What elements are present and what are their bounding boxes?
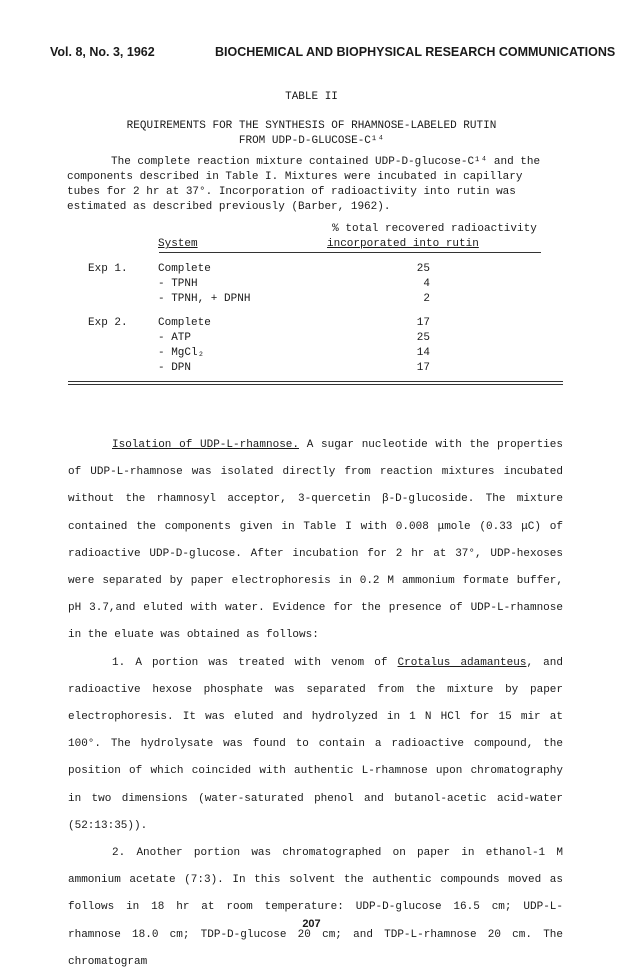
table-cell-value: 2 (423, 293, 430, 305)
data-table (0, 222, 623, 372)
column-header-percent: % total recovered radioactivity (332, 223, 537, 235)
body-text (68, 432, 563, 976)
paragraph-text: , and radioactive hexose phosphate was separated from the mixture by paper electrophoresis. It was eluted and hydrolyzed in 1 N HCl for 15 mir at 100°. The hydrolysate was found to contain a radioactive compound, the position of which coincided with authentic L-rhamnose upon chromatography in two dimensions (water-saturated phenol and butanol-acetic acid-water (52:13:35)). (68, 656, 563, 832)
section-heading: Isolation of UDP-L-rhamnose. (112, 439, 300, 451)
table-cell-value: 25 (416, 332, 430, 344)
table-cell-value: 25 (416, 263, 430, 275)
table-cell-exp: Exp 2. (88, 317, 128, 329)
table-caption (0, 119, 623, 149)
table-cell-system: - DPN (158, 362, 192, 374)
table-cell-system: Complete (158, 317, 211, 329)
table-cell-system: - ATP (158, 332, 192, 344)
table-cell-system: - TPNH (158, 278, 198, 290)
paragraph (68, 432, 563, 650)
table-caption-line2: FROM UDP-D-GLUCOSE-C¹⁴ (238, 135, 385, 147)
table-intro: The complete reaction mixture contained UDP-D-glucose-C¹⁴ and the components described in Table I. Mixtures were incubated in capillary tubes for 2 hr at 37°. Incorporation of radioactivity into rutin was estimated as described previously (Barber, 1962). (67, 156, 541, 213)
paragraph (68, 840, 563, 976)
table-cell-value: 14 (416, 347, 430, 359)
page-number: 207 (302, 918, 321, 930)
table-bottom-rule (68, 381, 563, 382)
column-header-incorporated: incorporated into rutin (327, 238, 479, 250)
table-cell-exp: Exp 1. (88, 263, 128, 275)
paragraph-text: 2. Another portion was chromatographed on paper in ethanol-1 M ammonium acetate (7:3). In this solvent the authentic compounds moved as follows in 18 hr at room temperature: UDP-D-glucose 16.5 cm; UDP-L-rhamnose 18.0 cm; TDP-D-glucose 20 cm; and TDP-L-rhamnose 20 cm. The chromatogram (68, 847, 563, 968)
species-name: Crotalus adamanteus (397, 656, 527, 669)
paragraph (68, 650, 563, 840)
table-cell-value: 17 (416, 362, 430, 374)
column-header-system: System (158, 238, 198, 250)
volume-info: Vol. 8, No. 3, 1962 (50, 45, 155, 59)
running-header (50, 45, 616, 63)
table-label: TABLE II (285, 91, 338, 103)
journal-title: BIOCHEMICAL AND BIOPHYSICAL RESEARCH COMMUNICATIONS (215, 45, 616, 59)
paragraph-text: A sugar nucleotide with the properties of UDP-L-rhamnose was isolated directly from reaction mixtures incubated without the rhamnosyl acceptor, 3-quercetin β-D-glucoside. The mixture contained the components given in Table I with 0.008 μmole (0.33 μC) of radioactive UDP-D-glucose. After incubation for 2 hr at 37°, UDP-hexoses were separated by paper electrophoresis in 0.2 M ammonium formate buffer, pH 3.7,and eluted with water. Evidence for the presence of UDP-L-rhamnose in the eluate was obtained as follows: (68, 439, 563, 642)
table-cell-system: - TPNH, + DPNH (158, 293, 251, 305)
table-caption-line1: REQUIREMENTS FOR THE SYNTHESIS OF RHAMNOSE-LABELED RUTIN (126, 120, 497, 132)
table-cell-value: 4 (423, 278, 430, 290)
paragraph-text: 1. A portion was treated with venom of (112, 656, 398, 669)
table-cell-system: Complete (158, 263, 211, 275)
table-cell-value: 17 (416, 317, 430, 329)
table-header-rule (159, 252, 541, 253)
table-cell-system: - MgCl₂ (158, 347, 205, 359)
table-bottom-rule-double (68, 384, 563, 385)
